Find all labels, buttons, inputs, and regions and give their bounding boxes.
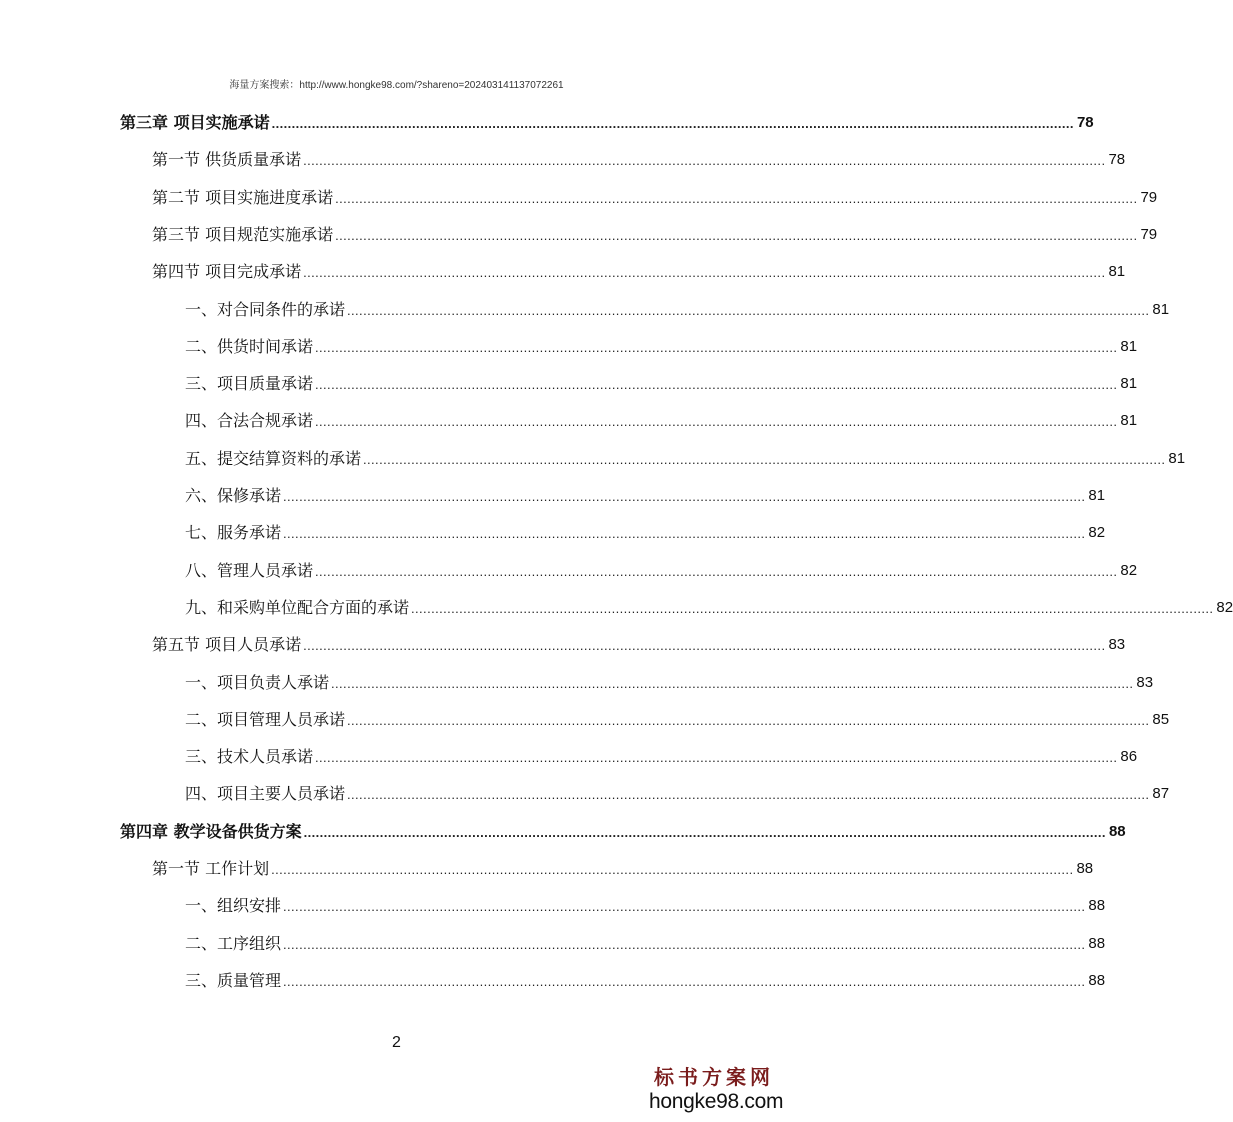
toc-entry-title: 二、项目管理人员承诺: [185, 709, 346, 729]
toc-dot-leader: ........................................................................................................................................................................................................: [283, 526, 1086, 542]
toc-entry-page: 79: [1140, 188, 1158, 206]
toc-entry-title: 八、管理人员承诺: [185, 560, 314, 580]
toc-subsection-entry[interactable]: [185, 368, 1138, 394]
toc-entry-title: 第四节 项目完成承诺: [152, 262, 302, 282]
toc-entry-page: 81: [1120, 337, 1138, 355]
toc-dot-leader: ........................................................................................................................................................................................................: [315, 563, 1118, 579]
toc-dot-leader: ........................................................................................................................................................................................................: [315, 750, 1118, 766]
toc-entry-page: 82: [1216, 598, 1233, 616]
toc-subsection-entry[interactable]: [185, 592, 1233, 618]
toc-dot-leader: ........................................................................................................................................................................................................: [315, 414, 1118, 430]
toc-subsection-entry[interactable]: [185, 928, 1106, 954]
toc-entry-page: 81: [1120, 412, 1138, 430]
toc-dot-leader: ........................................................................................................................................................................................................: [283, 899, 1086, 915]
toc-entry-page: 81: [1168, 449, 1186, 467]
toc-subsection-entry[interactable]: [185, 443, 1186, 469]
toc-dot-leader: ........................................................................................................................................................................................................: [335, 227, 1138, 243]
toc-entry-page: 78: [1108, 151, 1126, 169]
toc-subsection-entry[interactable]: [185, 890, 1106, 916]
toc-entry-page: 88: [1108, 822, 1126, 840]
toc-section-entry[interactable]: [152, 219, 1158, 245]
toc-dot-leader: ........................................................................................................................................................................................................: [347, 787, 1150, 803]
toc-entry-page: 78: [1076, 114, 1094, 131]
toc-dot-leader: ........................................................................................................................................................................................................: [283, 936, 1086, 952]
toc-entry-title: 四、合法合规承诺: [185, 411, 314, 431]
toc-subsection-entry[interactable]: [185, 704, 1170, 730]
toc-chapter-entry[interactable]: [120, 816, 1126, 842]
toc-entry-page: 85: [1152, 710, 1170, 728]
toc-entry-title: 第一节 工作计划: [152, 859, 270, 878]
toc-entry-page: 88: [1076, 860, 1094, 877]
toc-section-entry[interactable]: [152, 629, 1126, 655]
toc-section-entry[interactable]: [152, 182, 1158, 208]
toc-dot-leader: ........................................................................................................................................................................................................: [303, 265, 1106, 281]
toc-entry-title: 九、和采购单位配合方面的承诺: [185, 597, 410, 617]
toc-section-entry[interactable]: [152, 256, 1126, 282]
toc-entry-title: 第三节 项目规范实施承诺: [152, 224, 334, 244]
toc-entry-page: 81: [1120, 375, 1138, 393]
toc-entry-page: 81: [1088, 487, 1106, 504]
toc-dot-leader: ........................................................................................................................................................................................................: [335, 190, 1138, 206]
toc-entry-title: 一、对合同条件的承诺: [185, 299, 346, 319]
toc-subsection-entry[interactable]: [185, 965, 1106, 991]
toc-dot-leader: ........................................................................................................................................................................................................: [271, 862, 1074, 877]
toc-dot-leader: ........................................................................................................................................................................................................: [271, 116, 1074, 131]
toc-entry-title: 三、项目质量承诺: [185, 374, 314, 394]
toc-dot-leader: ........................................................................................................................................................................................................: [315, 339, 1118, 355]
toc-entry-title: 二、工序组织: [185, 933, 282, 953]
toc-dot-leader: ........................................................................................................................................................................................................: [411, 600, 1214, 616]
toc-entry-page: 81: [1108, 263, 1126, 281]
toc-entry-page: 79: [1140, 225, 1158, 243]
page-number: 2: [392, 1034, 401, 1051]
toc-subsection-entry[interactable]: [185, 294, 1170, 320]
watermark-logo: [649, 1061, 784, 1114]
toc-entry-title: 第五节 项目人员承诺: [152, 635, 302, 655]
toc-section-entry[interactable]: [152, 144, 1126, 170]
toc-subsection-entry[interactable]: [185, 480, 1106, 506]
toc-entry-page: 88: [1088, 971, 1106, 989]
toc-chapter-entry[interactable]: [120, 107, 1094, 133]
toc-entry-title: 三、质量管理: [185, 970, 282, 990]
toc-entry-title: 七、服务承诺: [185, 523, 282, 543]
toc-entry-title: 第四章 教学设备供货方案: [120, 821, 302, 841]
toc-dot-leader: ........................................................................................................................................................................................................: [303, 153, 1106, 169]
toc-entry-title: 第三章 项目实施承诺: [120, 113, 270, 132]
toc-dot-leader: ........................................................................................................................................................................................................: [331, 675, 1134, 691]
toc-entry-page: 83: [1108, 636, 1126, 654]
toc-entry-page: 81: [1152, 300, 1170, 318]
toc-subsection-entry[interactable]: [185, 778, 1170, 804]
toc-entry-title: 一、组织安排: [185, 896, 282, 916]
toc-entry-title: 五、提交结算资料的承诺: [185, 448, 362, 468]
toc-entry-title: 四、项目主要人员承诺: [185, 784, 346, 804]
toc-dot-leader: ........................................................................................................................................................................................................: [303, 824, 1106, 840]
toc-entry-title: 一、项目负责人承诺: [185, 672, 330, 692]
toc-entry-title: 三、技术人员承诺: [185, 747, 314, 767]
toc-dot-leader: ........................................................................................................................................................................................................: [347, 712, 1150, 728]
toc-dot-leader: ........................................................................................................................................................................................................: [347, 302, 1150, 318]
toc-entry-page: 87: [1152, 785, 1170, 803]
watermark-domain: hongke98.com: [649, 1090, 784, 1113]
toc-dot-leader: ........................................................................................................................................................................................................: [315, 377, 1118, 393]
toc-entry-title: 第二节 项目实施进度承诺: [152, 187, 334, 207]
toc-subsection-entry[interactable]: [185, 555, 1138, 581]
toc-entry-title: 六、保修承诺: [185, 486, 282, 505]
toc-entry-title: 第一节 供货质量承诺: [152, 150, 302, 170]
toc-entry-page: 88: [1088, 934, 1106, 952]
toc-subsection-entry[interactable]: [185, 667, 1154, 693]
toc-entry-page: 88: [1088, 897, 1106, 915]
toc-entry-page: 82: [1088, 524, 1106, 542]
toc-subsection-entry[interactable]: [185, 741, 1138, 767]
toc-entry-title: 二、供货时间承诺: [185, 336, 314, 356]
watermark-title: 标书方案网: [654, 1065, 774, 1089]
toc-subsection-entry[interactable]: [185, 331, 1138, 357]
toc-dot-leader: ........................................................................................................................................................................................................: [283, 489, 1086, 504]
toc-dot-leader: ........................................................................................................................................................................................................: [363, 451, 1166, 467]
page-header-url: 海量方案搜索：http://www.hongke98.com/?shareno=20240314113707226​1: [229, 80, 564, 91]
toc-dot-leader: ........................................................................................................................................................................................................: [303, 638, 1106, 654]
toc-subsection-entry[interactable]: [185, 517, 1106, 543]
toc-subsection-entry[interactable]: [185, 405, 1138, 431]
toc-section-entry[interactable]: [152, 853, 1094, 879]
toc-entry-page: 83: [1136, 673, 1154, 691]
toc-dot-leader: ........................................................................................................................................................................................................: [283, 973, 1086, 989]
toc-entry-page: 82: [1120, 561, 1138, 579]
toc-entry-page: 86: [1120, 748, 1138, 766]
